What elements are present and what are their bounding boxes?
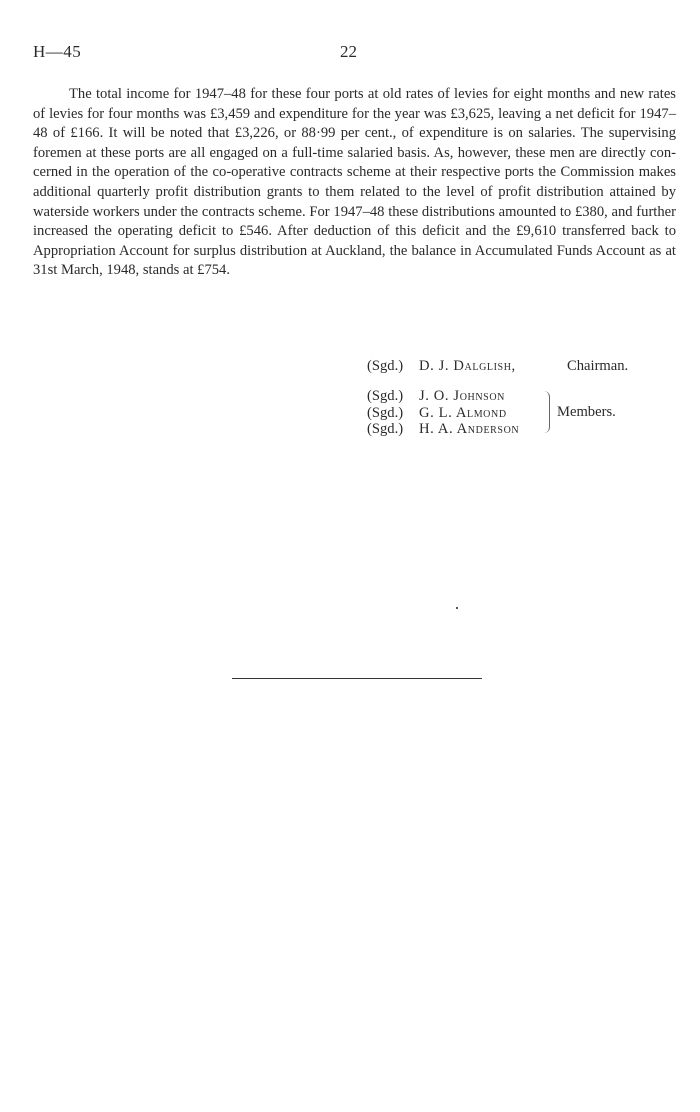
members-signatures xyxy=(367,388,628,438)
signed-prefix: (Sgd.) xyxy=(367,404,404,421)
signed-prefix: (Sgd.) xyxy=(367,421,404,437)
signed-prefix: (Sgd.) xyxy=(367,358,404,374)
page-number: 22 xyxy=(340,42,357,61)
stray-mark xyxy=(456,607,458,609)
chairman-signature xyxy=(367,358,628,375)
member-signature xyxy=(367,421,628,438)
signed-prefix: (Sgd.) xyxy=(367,388,404,404)
chairman-name: D. J. Dalglish, xyxy=(419,358,516,374)
members-brace xyxy=(543,391,550,433)
body-paragraph: The total income for 1947–48 for these four ports at old rates of levies for eight months and new rates of levies for four months was £3,459 and expenditure for the year was £3,625, leaving a net deficit for 1947–48 of £166. It will be noted that £3,226, or 88·99 per cent., of expenditure is on salaries. The supervising foremen at these ports are all engaged on a full-time salaried basis. As, however, these men are directly concerned in the operation of the co-operative contracts scheme at their respective ports the Commission makes additional quarterly profit distribution grants to them related to the level of profit distribution attained by waterside workers under the contracts scheme. For 1947–48 these distributions amounted to £380, and further increased the operating deficit to £546. After deduction of this deficit and the £9,610 transferred back to Appropriation Account for surplus distribution at Auckland, the balance in Accumulated Funds Account as at 31st March, 1948, stands at £754. xyxy=(33,86,676,279)
members-label: Members. xyxy=(557,404,616,420)
member-name: G. L. Almond xyxy=(419,404,507,421)
closing-rule-divider xyxy=(232,678,482,679)
chairman-title: Chairman. xyxy=(567,358,629,374)
member-signature xyxy=(367,388,628,405)
member-name: H. A. Anderson xyxy=(419,421,520,437)
signature-block xyxy=(367,358,628,438)
member-name: J. O. Johnson xyxy=(419,388,505,404)
report-reference: H—45 xyxy=(33,42,82,61)
